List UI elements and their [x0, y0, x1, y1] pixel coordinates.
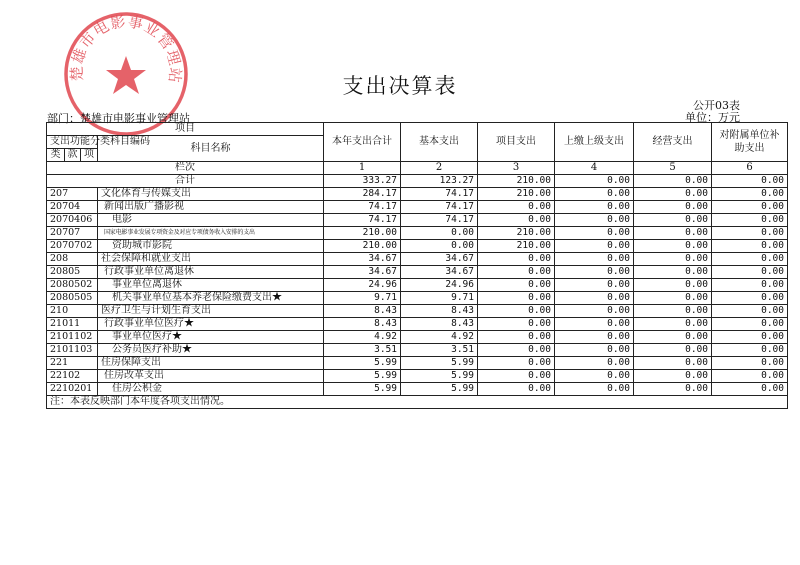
column-number-row	[47, 162, 788, 175]
subject-name-cell: 公务员医疗补助★	[98, 344, 324, 357]
amount-cell: 210.00	[324, 240, 401, 253]
col-num: 6	[712, 162, 788, 175]
table-row	[47, 240, 788, 253]
amount-cell: 24.96	[324, 279, 401, 292]
amount-cell: 5.99	[324, 357, 401, 370]
table-row	[47, 266, 788, 279]
table-row	[47, 279, 788, 292]
total-value: 123.27	[401, 175, 478, 188]
report-title: 支出决算表	[342, 74, 458, 98]
func-code-cell: 20805	[47, 266, 98, 279]
header-kuan: 款	[65, 149, 81, 162]
subject-name-cell: 文化体育与传媒支出	[98, 188, 324, 201]
amount-cell: 0.00	[478, 344, 555, 357]
amount-cell: 0.00	[478, 370, 555, 383]
table-row	[47, 344, 788, 357]
unit-label: 单位：万元	[685, 111, 740, 124]
amount-cell: 0.00	[712, 214, 788, 227]
amount-cell: 3.51	[324, 344, 401, 357]
amount-cell: 5.99	[401, 357, 478, 370]
amount-cell: 0.00	[478, 214, 555, 227]
amount-cell: 0.00	[555, 357, 634, 370]
amount-cell: 0.00	[712, 370, 788, 383]
amount-cell: 74.17	[324, 214, 401, 227]
header-col-3: 项目支出	[478, 123, 555, 162]
amount-cell: 0.00	[401, 240, 478, 253]
amount-cell: 0.00	[712, 188, 788, 201]
table-row	[47, 318, 788, 331]
amount-cell: 8.43	[401, 318, 478, 331]
form-number: 公开03表	[693, 99, 740, 112]
amount-cell: 74.17	[401, 214, 478, 227]
amount-cell: 0.00	[555, 331, 634, 344]
subject-name-cell: 住房保障支出	[98, 357, 324, 370]
header-lei: 类	[47, 149, 65, 162]
amount-cell: 9.71	[324, 292, 401, 305]
amount-cell: 0.00	[555, 201, 634, 214]
amount-cell: 0.00	[478, 266, 555, 279]
amount-cell: 0.00	[712, 383, 788, 396]
func-code-cell: 221	[47, 357, 98, 370]
amount-cell: 0.00	[712, 279, 788, 292]
table-row	[47, 188, 788, 201]
subject-name-cell: 事业单位离退休	[98, 279, 324, 292]
func-code-cell: 21011	[47, 318, 98, 331]
amount-cell: 74.17	[401, 201, 478, 214]
header-xiang: 项	[81, 149, 98, 162]
amount-cell: 0.00	[478, 318, 555, 331]
subject-name-cell: 事业单位医疗★	[98, 331, 324, 344]
amount-cell: 74.17	[324, 201, 401, 214]
amount-cell: 0.00	[555, 370, 634, 383]
amount-cell: 0.00	[712, 240, 788, 253]
amount-cell: 0.00	[478, 279, 555, 292]
amount-cell: 9.71	[401, 292, 478, 305]
header-subject-name: 科目名称	[98, 136, 324, 162]
amount-cell: 0.00	[634, 279, 712, 292]
func-code-cell: 2080505	[47, 292, 98, 305]
amount-cell: 5.99	[324, 383, 401, 396]
amount-cell: 284.17	[324, 188, 401, 201]
amount-cell: 74.17	[401, 188, 478, 201]
header-col-5: 经营支出	[634, 123, 712, 162]
amount-cell: 0.00	[634, 188, 712, 201]
col-num: 5	[634, 162, 712, 175]
amount-cell: 0.00	[634, 331, 712, 344]
amount-cell: 0.00	[712, 318, 788, 331]
table-row	[47, 214, 788, 227]
expenditure-table	[46, 122, 788, 409]
amount-cell: 8.43	[401, 305, 478, 318]
func-code-cell: 2210201	[47, 383, 98, 396]
amount-cell: 0.00	[712, 331, 788, 344]
amount-cell: 0.00	[712, 357, 788, 370]
header-col-6: 对附属单位补助支出	[712, 123, 788, 162]
department-label: 部门：楚雄市电影事业管理站	[47, 112, 190, 125]
amount-cell: 34.67	[324, 253, 401, 266]
amount-cell: 3.51	[401, 344, 478, 357]
table-row	[47, 331, 788, 344]
amount-cell: 0.00	[634, 344, 712, 357]
amount-cell: 0.00	[555, 383, 634, 396]
amount-cell: 0.00	[555, 227, 634, 240]
amount-cell: 8.43	[324, 318, 401, 331]
total-value: 333.27	[324, 175, 401, 188]
subject-name-cell: 行政事业单位离退休	[98, 266, 324, 279]
func-code-cell: 22102	[47, 370, 98, 383]
table-row	[47, 292, 788, 305]
col-num: 1	[324, 162, 401, 175]
total-row	[47, 175, 788, 188]
amount-cell: 4.92	[324, 331, 401, 344]
table-row	[47, 370, 788, 383]
table-row	[47, 305, 788, 318]
amount-cell: 0.00	[478, 253, 555, 266]
total-value: 0.00	[634, 175, 712, 188]
amount-cell: 0.00	[634, 370, 712, 383]
table-row	[47, 383, 788, 396]
amount-cell: 0.00	[478, 292, 555, 305]
subject-name-cell: 社会保障和就业支出	[98, 253, 324, 266]
amount-cell: 0.00	[634, 357, 712, 370]
amount-cell: 210.00	[478, 188, 555, 201]
subject-name-cell: 行政事业单位医疗★	[98, 318, 324, 331]
func-code-cell: 2070406	[47, 214, 98, 227]
amount-cell: 24.96	[401, 279, 478, 292]
func-code-cell: 208	[47, 253, 98, 266]
amount-cell: 0.00	[712, 266, 788, 279]
svg-text:楚雄市电影事业管理站: 楚雄市电影事业管理站	[67, 12, 185, 85]
table-row	[47, 201, 788, 214]
amount-cell: 0.00	[634, 318, 712, 331]
amount-cell: 0.00	[634, 383, 712, 396]
subject-name-cell: 新闻出版广播影视	[98, 201, 324, 214]
amount-cell: 0.00	[478, 305, 555, 318]
amount-cell: 0.00	[478, 331, 555, 344]
func-code-cell: 2101103	[47, 344, 98, 357]
amount-cell: 0.00	[712, 201, 788, 214]
amount-cell: 0.00	[478, 201, 555, 214]
amount-cell: 0.00	[712, 253, 788, 266]
amount-cell: 5.99	[401, 383, 478, 396]
amount-cell: 0.00	[634, 292, 712, 305]
amount-cell: 5.99	[401, 370, 478, 383]
subject-name-cell: 住房公积金	[98, 383, 324, 396]
table-row	[47, 253, 788, 266]
amount-cell: 0.00	[555, 279, 634, 292]
func-code-cell: 20704	[47, 201, 98, 214]
header-item: 项目	[47, 123, 324, 136]
func-code-cell: 207	[47, 188, 98, 201]
col-num: 3	[478, 162, 555, 175]
amount-cell: 0.00	[478, 357, 555, 370]
amount-cell: 0.00	[634, 201, 712, 214]
table-note: 注：本表反映部门本年度各项支出情况。	[47, 396, 788, 409]
subject-name-cell: 机关事业单位基本养老保险缴费支出★	[98, 292, 324, 305]
amount-cell: 34.67	[401, 266, 478, 279]
amount-cell: 34.67	[401, 253, 478, 266]
note-row	[47, 396, 788, 409]
amount-cell: 4.92	[401, 331, 478, 344]
amount-cell: 0.00	[712, 292, 788, 305]
func-code-cell: 2101102	[47, 331, 98, 344]
amount-cell: 0.00	[712, 305, 788, 318]
amount-cell: 5.99	[324, 370, 401, 383]
amount-cell: 0.00	[634, 227, 712, 240]
header-func-code: 支出功能分类科目编码	[47, 136, 98, 149]
header-col-4: 上缴上级支出	[555, 123, 634, 162]
subject-name-cell: 国家电影事业发展专项资金及对应专项债务收入安排的支出	[98, 227, 324, 240]
func-code-cell: 210	[47, 305, 98, 318]
total-label: 合计	[47, 175, 324, 188]
amount-cell: 0.00	[712, 227, 788, 240]
header-col-1: 本年支出合计	[324, 123, 401, 162]
amount-cell: 0.00	[555, 344, 634, 357]
amount-cell: 0.00	[555, 292, 634, 305]
subject-name-cell: 医疗卫生与计划生育支出	[98, 305, 324, 318]
col-row-label: 栏次	[47, 162, 324, 175]
amount-cell: 210.00	[478, 227, 555, 240]
total-value: 0.00	[555, 175, 634, 188]
amount-cell: 0.00	[555, 318, 634, 331]
total-value: 0.00	[712, 175, 788, 188]
subject-name-cell: 资助城市影院	[98, 240, 324, 253]
func-code-cell: 2070702	[47, 240, 98, 253]
col-num: 4	[555, 162, 634, 175]
amount-cell: 0.00	[401, 227, 478, 240]
amount-cell: 0.00	[555, 240, 634, 253]
func-code-cell: 2080502	[47, 279, 98, 292]
amount-cell: 0.00	[634, 266, 712, 279]
subject-name-cell: 住房改革支出	[98, 370, 324, 383]
amount-cell: 210.00	[478, 240, 555, 253]
amount-cell: 8.43	[324, 305, 401, 318]
total-value: 210.00	[478, 175, 555, 188]
amount-cell: 0.00	[634, 240, 712, 253]
amount-cell: 0.00	[555, 188, 634, 201]
amount-cell: 0.00	[634, 253, 712, 266]
header-col-2: 基本支出	[401, 123, 478, 162]
amount-cell: 34.67	[324, 266, 401, 279]
func-code-cell: 20707	[47, 227, 98, 240]
col-num: 2	[401, 162, 478, 175]
table-row	[47, 357, 788, 370]
amount-cell: 0.00	[555, 266, 634, 279]
amount-cell: 0.00	[478, 383, 555, 396]
table-row	[47, 227, 788, 240]
amount-cell: 0.00	[555, 305, 634, 318]
amount-cell: 210.00	[324, 227, 401, 240]
amount-cell: 0.00	[555, 253, 634, 266]
amount-cell: 0.00	[712, 344, 788, 357]
amount-cell: 0.00	[634, 214, 712, 227]
amount-cell: 0.00	[555, 214, 634, 227]
amount-cell: 0.00	[634, 305, 712, 318]
subject-name-cell: 电影	[98, 214, 324, 227]
